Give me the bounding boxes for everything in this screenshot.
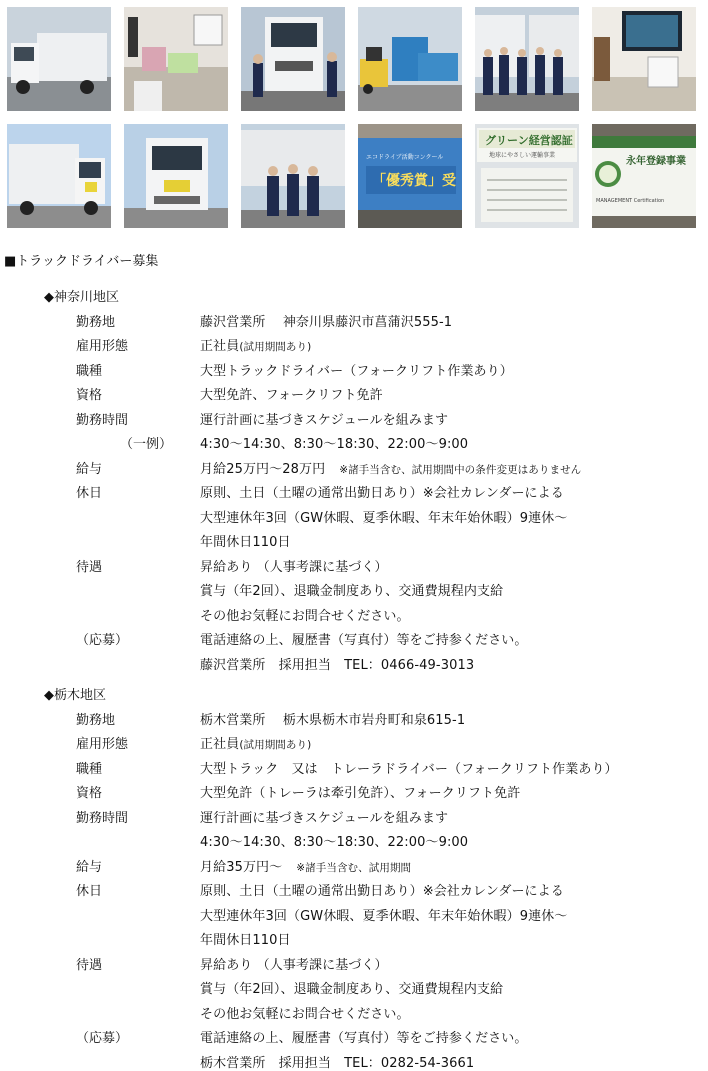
info-row-value	[200, 384, 704, 409]
permanent-registration-photo	[592, 124, 696, 228]
info-row-value	[200, 433, 704, 458]
info-row-value	[200, 1027, 704, 1052]
info-row	[44, 905, 704, 930]
gallery-thumb-white-truck[interactable]	[7, 7, 111, 111]
info-row-value-text: 大型トラックドライバー（フォークリフト作業あり）	[200, 363, 513, 379]
info-row-value	[200, 929, 704, 954]
info-row-value-text: 賞与（年2回）、退職金制度あり、交通費規程内支給	[200, 982, 504, 997]
info-row-value	[200, 360, 704, 385]
info-row-label: （応募）	[76, 633, 129, 648]
info-row-value	[200, 335, 704, 360]
info-row-value-text: 4:30～14:30、8:30～18:30、22:00～9:00	[200, 437, 469, 452]
region-title: ◆栃木地区	[44, 688, 106, 703]
info-row-label	[44, 531, 200, 556]
info-row-label: （応募）	[76, 1031, 129, 1046]
info-row	[44, 507, 704, 532]
info-row	[44, 531, 704, 556]
info-row-value-text: 藤沢営業所 採用担当 TEL：0466-49-3013	[200, 657, 475, 673]
info-row-label: 給与	[76, 461, 103, 477]
info-row-value-text: その他お気軽にお問合せください。	[200, 1006, 410, 1022]
info-row-value	[200, 1003, 704, 1028]
region-rows	[44, 311, 704, 679]
info-row-label: （一例）	[120, 437, 173, 452]
info-row-value	[200, 1052, 704, 1071]
info-row-value	[200, 531, 704, 556]
info-row-value	[200, 856, 704, 881]
truck-front-photo	[124, 124, 228, 228]
eco-drive-caption-top: エコドライブ活動コンクール	[366, 154, 444, 161]
info-row	[44, 458, 704, 483]
info-row-label: 資格	[76, 388, 103, 403]
info-row-label	[44, 605, 200, 630]
info-row-label: 休日	[76, 884, 103, 899]
info-row-value-text: 正社員	[200, 339, 240, 354]
info-row-value	[200, 580, 704, 605]
info-row-value-text: 運行計画に基づきスケジュールを組みます	[200, 412, 449, 428]
info-row	[44, 580, 704, 605]
info-row-value-text: 年間休日110日	[200, 933, 291, 948]
info-row	[44, 978, 704, 1003]
info-row-value-text: 昇給あり （人事考課に基づく）	[200, 957, 388, 973]
info-row	[44, 384, 704, 409]
info-row-value	[200, 629, 704, 654]
info-row-label	[44, 929, 200, 954]
info-row	[44, 733, 704, 758]
info-row-value-text: 大型連休年3回（GW休暇、夏季休暇、年末年始休暇）9連休～	[200, 908, 568, 924]
info-row-label	[44, 654, 200, 679]
info-row	[44, 709, 704, 734]
info-row	[44, 1003, 704, 1028]
section-title: ■トラックドライバー募集	[4, 254, 159, 269]
info-row-value-text: 栃木営業所 栃木県栃木市岩舟町和泉615-1	[200, 712, 466, 728]
region-rows	[44, 709, 704, 1071]
info-row-label: 休日	[76, 486, 103, 501]
info-row-value	[200, 458, 704, 483]
info-row-value	[200, 758, 704, 783]
region-tochigi	[44, 684, 704, 1071]
info-row	[44, 409, 704, 434]
info-row-value	[200, 978, 704, 1003]
info-row-value-text: 原則、土日（土曜の通常出勤日あり）※会社カレンダーによる	[200, 486, 564, 501]
info-row-note: ※諸手当含む、試用期間中の条件変更はありません	[339, 463, 582, 476]
info-row	[44, 654, 704, 679]
region-kanagawa	[44, 286, 704, 678]
gallery-thumb-truck-front[interactable]	[124, 124, 228, 228]
info-row-note: ※諸手当含む、試用期間	[296, 861, 412, 874]
green-cert-caption-sub: 地球にやさしい運輸事業	[489, 152, 556, 159]
info-row-label: 勤務時間	[76, 412, 129, 428]
info-row-value-text: 大型連休年3回（GW休暇、夏季休暇、年末年始休暇）9連休～	[200, 510, 568, 526]
info-row-value-text: 電話連絡の上、履歴書（写真付）等をご持参ください。	[200, 633, 528, 648]
info-row-label: 待遇	[76, 559, 103, 575]
info-row-value	[200, 782, 704, 807]
gallery-thumb-drivers-group[interactable]	[475, 7, 579, 111]
info-row-value-text: 大型免許（トレーラは牽引免許）、フォークリフト免許	[200, 786, 521, 801]
info-row	[44, 1052, 704, 1071]
info-row-label: 雇用形態	[76, 737, 129, 752]
info-row	[44, 556, 704, 581]
info-row-label	[44, 580, 200, 605]
info-row-value	[200, 311, 704, 336]
info-row	[44, 311, 704, 336]
gallery-thumb-office-interior[interactable]	[592, 7, 696, 111]
info-row-label: 職種	[76, 363, 103, 379]
info-row-label: 勤務地	[76, 712, 116, 728]
info-row-value-text: 大型トラック 又は トレーラドライバー（フォークリフト作業あり）	[200, 761, 618, 777]
info-row-value-text: 正社員	[200, 737, 240, 752]
info-row	[44, 605, 704, 630]
info-row-label	[44, 905, 200, 930]
info-row	[44, 335, 704, 360]
award-drivers-photo	[241, 124, 345, 228]
permanent-registration-caption-main: 永年登録事業	[626, 156, 686, 167]
info-row-value-text: 電話連絡の上、履歴書（写真付）等をご持参ください。	[200, 1031, 528, 1046]
green-cert-caption-main: グリーン経営認証	[485, 134, 573, 147]
info-row-label	[44, 978, 200, 1003]
info-row-value	[200, 556, 704, 581]
info-row-value-text: 月給35万円～	[200, 859, 283, 875]
truck-with-staff-photo	[241, 7, 345, 111]
info-row-value-text: その他お気軽にお問合せください。	[200, 608, 410, 624]
info-row	[44, 831, 704, 856]
info-row-value	[200, 905, 704, 930]
info-row-value-text: 栃木営業所 採用担当 TEL：0282-54-3661	[200, 1055, 475, 1071]
info-row-label: 給与	[76, 859, 103, 875]
info-row-value	[200, 709, 704, 734]
info-row-value-text: 月給25万円～28万円	[200, 461, 326, 477]
info-row-note: (試用期間あり)	[239, 341, 312, 353]
info-row-value	[200, 482, 704, 507]
info-row-value	[200, 507, 704, 532]
info-row-value	[200, 954, 704, 979]
info-row-label	[44, 1003, 200, 1028]
info-row-value	[200, 654, 704, 679]
info-row-note: (試用期間あり)	[239, 739, 312, 751]
gallery-thumb-permanent-registration[interactable]	[592, 124, 696, 228]
info-row-label	[44, 507, 200, 532]
info-row	[44, 758, 704, 783]
eco-drive-caption-main: 「優秀賞」受	[372, 173, 456, 189]
info-row-value	[200, 605, 704, 630]
info-row-value-text: 4:30～14:30、8:30～18:30、22:00～9:00	[200, 835, 469, 850]
info-row-value-text: 年間休日110日	[200, 535, 291, 550]
info-row-label: 雇用形態	[76, 339, 129, 354]
info-row-value	[200, 409, 704, 434]
info-row-value-text: 藤沢営業所 神奈川県藤沢市菖蒲沢555-1	[200, 314, 453, 330]
gallery-thumb-forklift[interactable]	[358, 7, 462, 111]
forklift-loading-photo	[358, 7, 462, 111]
region-title: ◆神奈川地区	[44, 290, 119, 305]
info-row-value	[200, 880, 704, 905]
info-row	[44, 360, 704, 385]
info-row-value-text: 運行計画に基づきスケジュールを組みます	[200, 810, 449, 826]
photo-gallery	[7, 7, 696, 228]
gallery-thumb-truck-staff[interactable]	[241, 7, 345, 111]
info-row-value-text: 大型免許、フォークリフト免許	[200, 388, 383, 403]
info-row-label: 勤務時間	[76, 810, 129, 826]
gallery-thumb-eco-drive-award[interactable]	[358, 124, 462, 228]
info-row	[44, 929, 704, 954]
gallery-thumb-truck-side[interactable]	[7, 124, 111, 228]
white-truck-photo	[7, 7, 111, 111]
gallery-thumb-award-drivers[interactable]	[241, 124, 345, 228]
info-row-label: 職種	[76, 761, 103, 777]
office-desk-photo	[124, 7, 228, 111]
gallery-thumb-green-certification[interactable]	[475, 124, 579, 228]
info-row	[44, 807, 704, 832]
drivers-group-photo	[475, 7, 579, 111]
info-row-value-text: 賞与（年2回）、退職金制度あり、交通費規程内支給	[200, 584, 504, 599]
info-row-label: 勤務地	[76, 314, 116, 330]
info-row	[44, 433, 704, 458]
info-row-label: 待遇	[76, 957, 103, 973]
info-row	[44, 782, 704, 807]
info-row-value	[200, 831, 704, 856]
info-row-value	[200, 733, 704, 758]
info-row	[44, 880, 704, 905]
info-row-label	[44, 831, 200, 856]
office-interior-photo	[592, 7, 696, 111]
info-row	[44, 856, 704, 881]
info-row-label: 資格	[76, 786, 103, 801]
gallery-thumb-office-desk[interactable]	[124, 7, 228, 111]
info-row-value-text: 昇給あり （人事考課に基づく）	[200, 559, 388, 575]
info-row	[44, 482, 704, 507]
truck-side-photo	[7, 124, 111, 228]
info-row	[44, 954, 704, 979]
info-row-value	[200, 807, 704, 832]
info-row	[44, 1027, 704, 1052]
permanent-registration-caption-sub: MANAGEMENT Certification	[596, 198, 665, 204]
info-row	[44, 629, 704, 654]
info-row-value-text: 原則、土日（土曜の通常出勤日あり）※会社カレンダーによる	[200, 884, 564, 899]
info-row-label	[44, 1052, 200, 1071]
